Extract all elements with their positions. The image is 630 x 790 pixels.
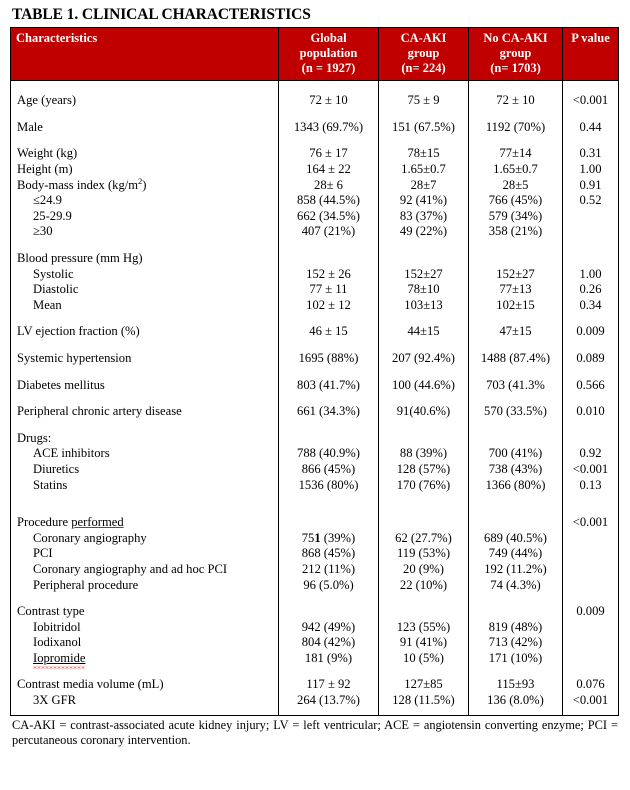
spacer	[279, 81, 378, 93]
row-label-mean: Mean	[33, 297, 62, 312]
spacer	[563, 109, 618, 120]
spacer-procedure-header	[379, 515, 468, 531]
spacer	[17, 135, 278, 146]
row-label-bmi	[17, 175, 278, 194]
spacer-iodixanol	[563, 635, 618, 651]
spacer	[469, 367, 562, 378]
value-ca-global-pre: 75	[301, 530, 315, 545]
spacer	[279, 367, 378, 378]
row-label-iopromide	[17, 651, 278, 667]
value-ca-global-bold: 1	[314, 530, 321, 545]
row-label-bmi-mid: 25-29.9	[33, 208, 72, 223]
pvalue-diastolic: 0.26	[579, 282, 602, 297]
procedure-label-text: Procedure	[17, 515, 72, 530]
spacer	[563, 593, 618, 604]
column-header-global-line1: Global	[310, 31, 347, 45]
value-pad-caaki: 91(40.6%)	[396, 404, 451, 419]
value-bmi-low-global: 858 (44.5%)	[297, 193, 360, 208]
value-pci-global: 868 (45%)	[301, 546, 356, 561]
row-label-peripheral-procedure: Peripheral procedure	[33, 577, 139, 592]
spacer-coronary-angiography	[563, 531, 618, 547]
value-diastolic-nocaaki: 77±13	[499, 282, 532, 297]
spacer	[279, 135, 378, 146]
spacer	[17, 709, 278, 715]
value-diuretics-global: 866 (45%)	[301, 461, 356, 476]
column-header-p-value: P value	[563, 28, 619, 81]
row-label-lv-ejection-fraction: LV ejection fraction (%)	[17, 324, 140, 339]
spacer	[469, 109, 562, 120]
spacer	[17, 109, 278, 120]
spacer-contrast-header	[469, 604, 562, 620]
spacer-drugs-header	[563, 431, 618, 447]
value-pad-nocaaki: 570 (33.5%)	[484, 404, 547, 419]
value-age-caaki: 75 ± 9	[407, 93, 440, 108]
column-header-no-caaki-group	[469, 28, 563, 81]
value-peripheral-procedure-caaki: 22 (10%)	[399, 577, 448, 592]
row-label-male: Male	[17, 119, 43, 134]
row-label-height: Height (m)	[17, 162, 73, 177]
spacer	[469, 593, 562, 604]
row-label-bmi-low: ≤24.9	[33, 193, 62, 208]
column-header-no-caaki-line3: (n= 1703)	[490, 60, 541, 75]
row-label-diastolic: Diastolic	[33, 282, 79, 297]
pvalue-diabetes: 0.566	[576, 377, 605, 392]
value-gfr-global: 264 (13.7%)	[297, 693, 360, 708]
value-bmi-mid-global: 662 (34.5%)	[297, 208, 360, 223]
value-lvef-caaki: 44±15	[407, 324, 440, 339]
spacer	[469, 81, 562, 93]
spacer	[469, 135, 562, 146]
value-iobitridol-nocaaki: 819 (48%)	[488, 619, 543, 634]
value-bmi-high-nocaaki: 358 (21%)	[488, 224, 543, 239]
value-contrast-volume-global: 117 ± 92	[306, 677, 351, 692]
spacer	[379, 709, 468, 715]
value-mean-global: 102 ± 12	[306, 297, 351, 312]
column-header-no-caaki-line2: group	[499, 45, 532, 60]
value-diastolic-global: 77 ± 11	[309, 282, 348, 297]
procedure-label-underlined[interactable]: performed	[71, 515, 124, 530]
spacer	[379, 109, 468, 120]
value-systolic-nocaaki: 152±27	[496, 266, 535, 281]
pvalue-systolic: 1.00	[579, 266, 602, 281]
row-label-age: Age (years)	[17, 93, 77, 108]
value-contrast-volume-nocaaki: 115±93	[496, 677, 535, 692]
spacer	[563, 420, 618, 431]
row-label-weight: Weight (kg)	[17, 146, 78, 161]
spacer	[379, 135, 468, 146]
row-label-iodixanol: Iodixanol	[33, 635, 82, 650]
spacer-contrast-header	[279, 604, 378, 620]
pvalue-procedure: <0.001	[572, 515, 609, 530]
spacer	[379, 393, 468, 404]
caaki-group-column	[379, 81, 469, 715]
value-pad-global: 661 (34.3%)	[297, 404, 360, 419]
value-diabetes-nocaaki: 703 (41.3%	[486, 377, 545, 392]
spacer-procedure-header	[469, 515, 562, 531]
pvalue-lvef: 0.009	[576, 324, 605, 339]
table-header	[11, 28, 619, 81]
spacer	[279, 593, 378, 604]
spacer	[279, 493, 378, 515]
spacer-procedure-header	[279, 515, 378, 531]
row-label-ace-inhibitors: ACE inhibitors	[33, 446, 110, 461]
value-weight-caaki: 78±15	[407, 146, 440, 161]
spacer	[17, 493, 278, 515]
spacer	[17, 593, 278, 604]
value-ca-global-post: (39%)	[320, 530, 356, 545]
value-male-caaki: 151 (67.5%)	[392, 119, 455, 134]
value-age-nocaaki: 72 ± 10	[496, 93, 535, 108]
value-contrast-volume-caaki: 127±85	[404, 677, 443, 692]
spacer	[379, 493, 468, 515]
spacer	[379, 313, 468, 324]
spacer	[279, 420, 378, 431]
spacer	[469, 666, 562, 677]
value-iopromide-nocaaki: 171 (10%)	[488, 650, 543, 665]
spacer	[469, 340, 562, 351]
pvalue-height: 1.00	[579, 162, 602, 177]
value-bmi-mid-caaki: 83 (37%)	[399, 208, 448, 223]
spacer-pci	[563, 546, 618, 562]
value-coronary-angiography-nocaaki: 689 (40.5%)	[484, 530, 547, 545]
spacer	[563, 709, 618, 715]
spacer	[279, 313, 378, 324]
global-population-column	[279, 81, 379, 715]
row-label-procedure-performed	[17, 515, 278, 531]
value-coronary-angiography-caaki: 62 (27.7%)	[395, 530, 452, 545]
spacer	[379, 240, 468, 251]
value-bmi-high-global: 407 (21%)	[301, 224, 356, 239]
spacer-contrast-header	[379, 604, 468, 620]
spacer	[469, 420, 562, 431]
spacer	[17, 81, 278, 93]
spacer	[563, 367, 618, 378]
spacer-bmi-mid	[563, 209, 618, 225]
row-label-blood-pressure: Blood pressure (mm Hg)	[17, 251, 143, 265]
value-gfr-nocaaki: 136 (8.0%)	[487, 693, 544, 708]
pvalue-mean: 0.34	[579, 297, 602, 312]
value-age-global: 72 ± 10	[309, 93, 348, 108]
value-coronary-angiography-global	[279, 531, 378, 547]
spacer-ca-adhoc-pci	[563, 562, 618, 578]
pvalue-bmi: 0.91	[579, 177, 602, 192]
value-weight-global: 76 ± 17	[309, 146, 348, 161]
value-weight-nocaaki: 77±14	[499, 146, 532, 161]
value-bmi-low-caaki: 92 (41%)	[399, 193, 448, 208]
spacer-drugs-header	[379, 431, 468, 447]
table-footnote: CA-AKI = contrast-associated acute kidney injury; LV = left ventricular; ACE = angiotensin converting enzyme; PCI = percutaneous coronary intervention.	[12, 717, 618, 748]
value-hypertension-global: 1695 (88%)	[298, 350, 359, 365]
value-bmi-nocaaki: 28±5	[502, 177, 529, 192]
pvalue-hypertension: 0.089	[576, 350, 605, 365]
spacer-bp-header	[379, 251, 468, 267]
spacer-iobitridol	[563, 620, 618, 636]
column-header-global-line3: (n = 1927)	[301, 60, 356, 75]
spacer	[379, 81, 468, 93]
pvalue-bmi-categories: 0.52	[579, 193, 602, 208]
clinical-characteristics-table	[10, 27, 619, 716]
spacer	[563, 81, 618, 93]
spacer	[279, 709, 378, 715]
spacer	[563, 393, 618, 404]
row-label-coronary-angiography: Coronary angiography	[33, 530, 147, 545]
value-ace-global: 788 (40.9%)	[297, 446, 360, 461]
table-content-row	[11, 81, 619, 715]
value-iobitridol-global: 942 (49%)	[301, 619, 356, 634]
spacer	[469, 313, 562, 324]
value-lvef-global: 46 ± 15	[309, 324, 348, 339]
value-iodixanol-caaki: 91 (41%)	[399, 635, 448, 650]
spacer	[469, 240, 562, 251]
spacer	[563, 340, 618, 351]
value-statins-caaki: 170 (76%)	[396, 477, 451, 492]
spacer	[17, 393, 278, 404]
value-gfr-caaki: 128 (11.5%)	[392, 693, 455, 708]
row-label-coronary-angiography-adhoc-pci: Coronary angiography and ad hoc PCI	[33, 561, 228, 576]
value-diabetes-global: 803 (41.7%)	[297, 377, 360, 392]
row-label-3x-gfr: 3X GFR	[33, 693, 77, 708]
column-header-global-population	[279, 28, 379, 81]
value-iobitridol-caaki: 123 (55%)	[396, 619, 451, 634]
pvalue-weight: 0.31	[579, 146, 602, 161]
value-ca-adhoc-pci-global: 212 (11%)	[301, 561, 356, 576]
row-label-drugs: Drugs:	[17, 430, 52, 445]
spacer-bp-header	[469, 251, 562, 267]
spacer	[279, 666, 378, 677]
spacer	[469, 393, 562, 404]
value-hypertension-nocaaki: 1488 (87.4%)	[480, 350, 551, 365]
column-header-no-caaki-line1: No CA-AKI	[483, 31, 548, 45]
value-height-caaki: 1.65±0.7	[401, 162, 446, 177]
pvalue-ace: 0.92	[579, 446, 602, 461]
pvalue-pad: 0.010	[576, 404, 605, 419]
row-label-contrast-media-volume: Contrast media volume (mL)	[17, 677, 164, 692]
spacer	[379, 666, 468, 677]
value-male-nocaaki: 1192 (70%)	[485, 119, 546, 134]
iopromide-misspelled-text: Iopromide	[33, 650, 86, 665]
spacer-peripheral-procedure	[563, 578, 618, 594]
pvalue-male: 0.44	[579, 119, 602, 134]
row-label-bmi-text: Body-mass index (kg/m	[17, 177, 139, 192]
table-header-row	[11, 28, 619, 81]
pvalue-contrast-volume: 0.076	[576, 677, 605, 692]
value-pci-nocaaki: 749 (44%)	[488, 546, 543, 561]
column-header-caaki-line3: (n= 224)	[401, 60, 446, 75]
column-header-global-line2: population	[299, 45, 358, 60]
spacer	[279, 240, 378, 251]
pvalue-gfr: <0.001	[572, 693, 609, 708]
value-bmi-high-caaki: 49 (22%)	[399, 224, 448, 239]
spacer	[379, 420, 468, 431]
row-label-bmi-superscript: 2	[138, 175, 143, 186]
spacer	[563, 493, 618, 515]
row-label-diabetes-mellitus: Diabetes mellitus	[17, 377, 105, 392]
value-statins-global: 1536 (80%)	[298, 477, 359, 492]
row-label-iobitridol: Iobitridol	[33, 619, 81, 634]
spacer	[563, 666, 618, 677]
value-lvef-nocaaki: 47±15	[499, 324, 532, 339]
spacer	[563, 240, 618, 251]
column-header-caaki-group	[379, 28, 469, 81]
value-bmi-low-nocaaki: 766 (45%)	[488, 193, 543, 208]
spacer	[279, 109, 378, 120]
spacer	[563, 313, 618, 324]
spacer-drugs-header	[469, 431, 562, 447]
value-bmi-caaki: 28±7	[410, 177, 437, 192]
spacer-bp-header	[563, 251, 618, 267]
value-diuretics-caaki: 128 (57%)	[396, 461, 451, 476]
row-label-bmi-close: )	[142, 177, 147, 192]
value-diastolic-caaki: 78±10	[407, 282, 440, 297]
spacer	[379, 340, 468, 351]
value-systolic-caaki: 152±27	[404, 266, 443, 281]
spacer	[17, 240, 278, 251]
value-hypertension-caaki: 207 (92.4%)	[392, 350, 455, 365]
pvalue-statins: 0.13	[579, 477, 602, 492]
spacer	[17, 313, 278, 324]
value-iodixanol-global: 804 (42%)	[301, 635, 356, 650]
value-bmi-global: 28± 6	[314, 177, 343, 192]
spacer	[279, 340, 378, 351]
spacer	[279, 393, 378, 404]
value-peripheral-procedure-global: 96 (5.0%)	[303, 577, 354, 592]
spacer	[379, 593, 468, 604]
value-ace-nocaaki: 700 (41%)	[488, 446, 543, 461]
value-diabetes-caaki: 100 (44.6%)	[392, 377, 455, 392]
p-value-column	[563, 81, 619, 715]
value-iopromide-global: 181 (9%)	[304, 650, 353, 665]
value-iopromide-caaki: 10 (5%)	[403, 650, 444, 665]
value-iodixanol-nocaaki: 713 (42%)	[488, 635, 543, 650]
row-label-statins: Statins	[33, 477, 68, 492]
column-header-caaki-line1: CA-AKI	[400, 31, 447, 45]
spacer	[17, 367, 278, 378]
spacer	[17, 340, 278, 351]
value-bmi-mid-nocaaki: 579 (34%)	[488, 208, 543, 223]
row-label-systemic-hypertension: Systemic hypertension	[17, 350, 132, 365]
no-caaki-group-column	[469, 81, 563, 715]
value-systolic-global: 152 ± 26	[306, 266, 351, 281]
row-label-contrast-type: Contrast type	[17, 604, 85, 619]
value-male-global: 1343 (69.7%)	[293, 119, 364, 134]
spacer-bmi-high	[563, 224, 618, 240]
characteristics-column	[11, 81, 279, 715]
pvalue-contrast-type: 0.009	[576, 604, 605, 619]
column-header-characteristics: Characteristics	[11, 28, 279, 81]
spacer	[17, 420, 278, 431]
spacer	[563, 135, 618, 146]
value-ca-adhoc-pci-caaki: 20 (9%)	[403, 561, 444, 576]
row-label-diuretics: Diuretics	[33, 461, 80, 476]
spacer-drugs-header	[279, 431, 378, 447]
value-ace-caaki: 88 (39%)	[399, 446, 448, 461]
spacer	[469, 493, 562, 515]
value-height-global: 164 ± 22	[306, 162, 351, 177]
value-statins-nocaaki: 1366 (80%)	[485, 477, 546, 492]
spacer-iopromide	[563, 651, 618, 667]
value-ca-adhoc-pci-nocaaki: 192 (11.2%)	[484, 561, 547, 576]
spacer	[379, 367, 468, 378]
row-label-pci: PCI	[33, 546, 53, 561]
row-label-peripheral-chronic-artery-disease: Peripheral chronic artery disease	[17, 404, 182, 419]
spacer-bp-header	[279, 251, 378, 267]
pvalue-diuretics: <0.001	[572, 461, 609, 476]
page-title: TABLE 1. CLINICAL CHARACTERISTICS	[12, 6, 311, 23]
value-peripheral-procedure-nocaaki: 74 (4.3%)	[490, 577, 541, 592]
table-body	[11, 81, 619, 715]
spacer	[469, 709, 562, 715]
value-diuretics-nocaaki: 738 (43%)	[488, 461, 543, 476]
value-mean-caaki: 103±13	[404, 297, 443, 312]
row-label-bmi-high: ≥30	[33, 224, 53, 239]
value-mean-nocaaki: 102±15	[496, 297, 535, 312]
value-height-nocaaki: 1.65±0.7	[493, 162, 538, 177]
pvalue-age: <0.001	[572, 93, 609, 108]
row-label-systolic: Systolic	[33, 266, 74, 281]
column-header-caaki-line2: group	[407, 45, 440, 60]
value-pci-caaki: 119 (53%)	[396, 546, 451, 561]
